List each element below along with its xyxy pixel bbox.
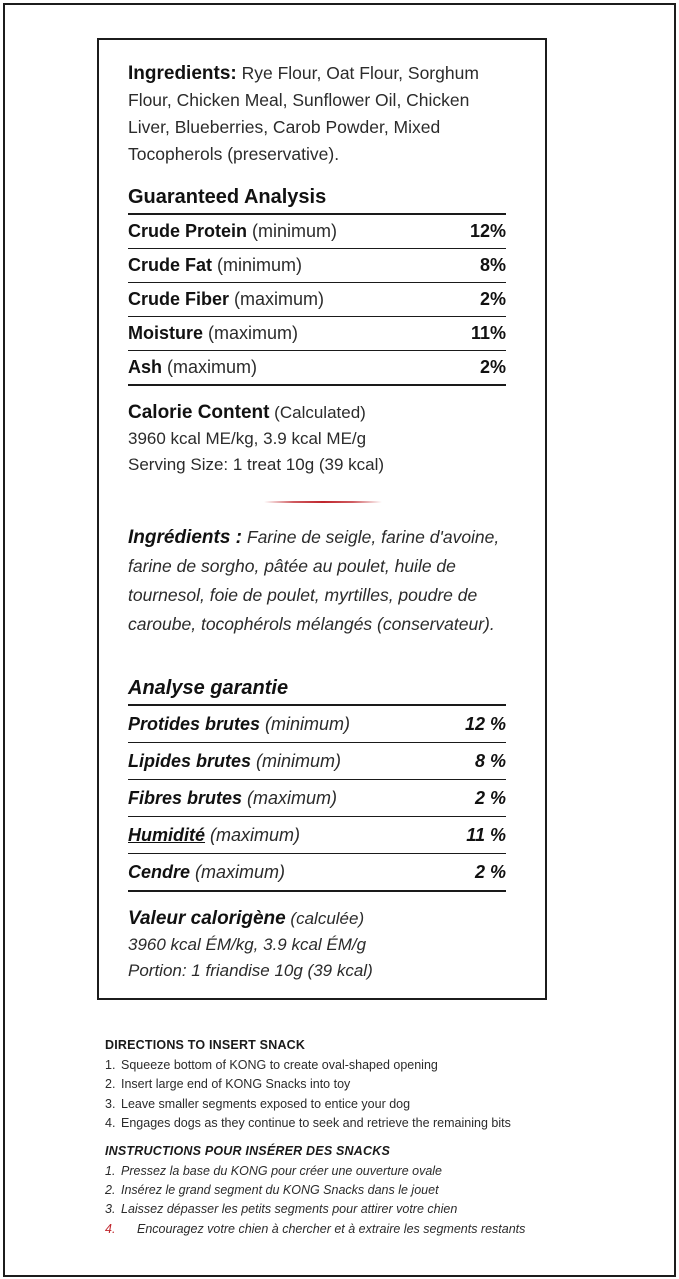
- directions-title: DIRECTIONS TO INSERT SNACK: [105, 1038, 306, 1052]
- analysis-table-fr: [128, 706, 506, 892]
- calorie-qualifier: (Calculated): [269, 403, 366, 422]
- analysis-row: [128, 780, 506, 817]
- list-item: [105, 1056, 665, 1075]
- nutrient-qualifier: (minimum): [212, 255, 303, 275]
- list-item: [105, 1181, 665, 1200]
- nutrient-name: Lipides brutes: [128, 751, 252, 771]
- nutrient-qualifier: (maximum): [203, 323, 299, 343]
- analysis-row: [128, 817, 506, 854]
- step-number: 1.: [105, 1163, 116, 1178]
- nutrient-qualifier: (minimum): [260, 714, 351, 734]
- nutrient-value: 2%: [479, 289, 506, 309]
- list-item: [105, 1114, 665, 1133]
- analysis-table: [128, 215, 506, 386]
- nutrient-qualifier: (minimum): [251, 751, 342, 771]
- directions-title-fr: INSTRUCTIONS POUR INSÉRER DES SNACKS: [105, 1143, 391, 1158]
- step-number: 3.: [105, 1202, 116, 1217]
- analysis-title-fr: Analyse garantie: [128, 677, 506, 706]
- calorie-label-fr: Valeur calorigène: [128, 908, 286, 929]
- ingredients-en: [128, 60, 506, 168]
- nutrient-value: 2 %: [474, 788, 506, 808]
- section-divider: [264, 500, 382, 504]
- nutrient-value: 11%: [470, 323, 506, 343]
- analysis-row: [128, 283, 506, 317]
- step-number: 2.: [105, 1077, 116, 1092]
- nutrient-name: Humidité: [128, 825, 206, 845]
- nutrient-name: Crude Protein: [128, 221, 248, 241]
- nutrient-name: Cendre: [128, 862, 191, 882]
- nutrient-name: Crude Fat: [128, 255, 213, 275]
- nutrient-value: 12%: [469, 221, 506, 241]
- nutrient-value: 8%: [479, 255, 506, 275]
- nutrient-value: 12 %: [464, 714, 506, 734]
- directions-section: [105, 1038, 665, 1239]
- ingredients-fr: [128, 523, 506, 639]
- step-text: Encouragez votre chien à chercher et à extraire les segments restants: [137, 1221, 526, 1236]
- list-item: [105, 1075, 665, 1094]
- calorie-line-2-fr: Portion: 1 friandise 10g (39 kcal): [128, 961, 373, 980]
- analysis-row: [128, 317, 506, 351]
- nutrient-name: Protides brutes: [128, 714, 261, 734]
- ingredients-label: Ingredients:: [128, 63, 237, 84]
- step-number: 4.: [105, 1221, 116, 1236]
- calorie-label: Calorie Content: [128, 402, 270, 423]
- list-item: [105, 1095, 665, 1114]
- step-text: Engages dogs as they continue to seek and retrieve the remaining bits: [121, 1116, 511, 1131]
- nutrient-qualifier: (minimum): [247, 221, 338, 241]
- nutrient-qualifier: (maximum): [229, 289, 325, 309]
- nutrient-qualifier: (maximum): [162, 357, 258, 377]
- step-number: 4.: [105, 1116, 116, 1131]
- calorie-line-1: 3960 kcal ME/kg, 3.9 kcal ME/g: [128, 429, 367, 448]
- calorie-line-1-fr: 3960 kcal ÉM/kg, 3.9 kcal ÉM/g: [128, 935, 367, 954]
- step-text: Insert large end of KONG Snacks into toy: [121, 1077, 351, 1092]
- calorie-line-2: Serving Size: 1 treat 10g (39 kcal): [128, 455, 385, 474]
- analysis-row: [128, 743, 506, 780]
- analysis-title: Guaranteed Analysis: [128, 186, 506, 215]
- nutrient-name: Moisture: [128, 323, 204, 343]
- list-item: [105, 1200, 665, 1219]
- analysis-row: [128, 351, 506, 386]
- step-number: 1.: [105, 1058, 116, 1072]
- nutrient-name: Crude Fiber: [128, 289, 230, 309]
- analysis-row: [128, 215, 506, 249]
- step-text: Insérez le grand segment du KONG Snacks dans le jouet: [121, 1183, 439, 1198]
- nutrition-panel: [97, 38, 547, 1000]
- calorie-qualifier-fr: (calculée): [285, 909, 365, 928]
- nutrient-value: 11 %: [466, 825, 506, 845]
- directions-section-fr: [105, 1144, 665, 1240]
- step-text: Squeeze bottom of KONG to create oval-shaped opening: [121, 1058, 438, 1072]
- ingredients-text-fr: Farine de seigle, farine d'avoine, farine de sorgho, pâtée au poulet, huile de tournesol, foie de poulet, myrtilles, poudre de caroube, tocophérols mélangés (conservateur).: [128, 527, 500, 634]
- analysis-en: [128, 186, 506, 386]
- analysis-row: [128, 854, 506, 892]
- directions-list: [105, 1056, 665, 1134]
- nutrient-name: Ash: [128, 357, 163, 377]
- list-item: [105, 1220, 665, 1239]
- ingredients-label-fr: Ingrédients :: [128, 527, 243, 548]
- step-text: Leave smaller segments exposed to entice your dog: [121, 1096, 411, 1111]
- analysis-row: [128, 706, 506, 743]
- nutrient-value: 2%: [479, 357, 506, 377]
- calorie-fr: [128, 906, 506, 984]
- nutrient-qualifier: (maximum): [205, 825, 301, 845]
- divider-stroke: [264, 501, 382, 503]
- step-text: Pressez la base du KONG pour créer une ouverture ovale: [121, 1163, 443, 1178]
- ingredients-text: Rye Flour, Oat Flour, Sorghum Flour, Chicken Meal, Sunflower Oil, Chicken Liver, Blueberries, Carob Powder, Mixed Tocopherols (preservative).: [128, 63, 479, 164]
- nutrient-value: 8 %: [474, 751, 506, 771]
- step-text: Laissez dépasser les petits segments pour attirer votre chien: [121, 1202, 458, 1217]
- nutrient-qualifier: (maximum): [190, 862, 286, 882]
- nutrient-value: 2 %: [474, 862, 506, 882]
- list-item: [105, 1162, 665, 1181]
- step-number: 2.: [105, 1183, 116, 1198]
- directions-list-fr: [105, 1162, 665, 1240]
- step-number: 3.: [105, 1096, 116, 1111]
- analysis-row: [128, 249, 506, 283]
- nutrient-name: Fibres brutes: [128, 788, 243, 808]
- calorie-en: [128, 400, 506, 478]
- analysis-fr: [128, 677, 506, 892]
- nutrient-qualifier: (maximum): [242, 788, 338, 808]
